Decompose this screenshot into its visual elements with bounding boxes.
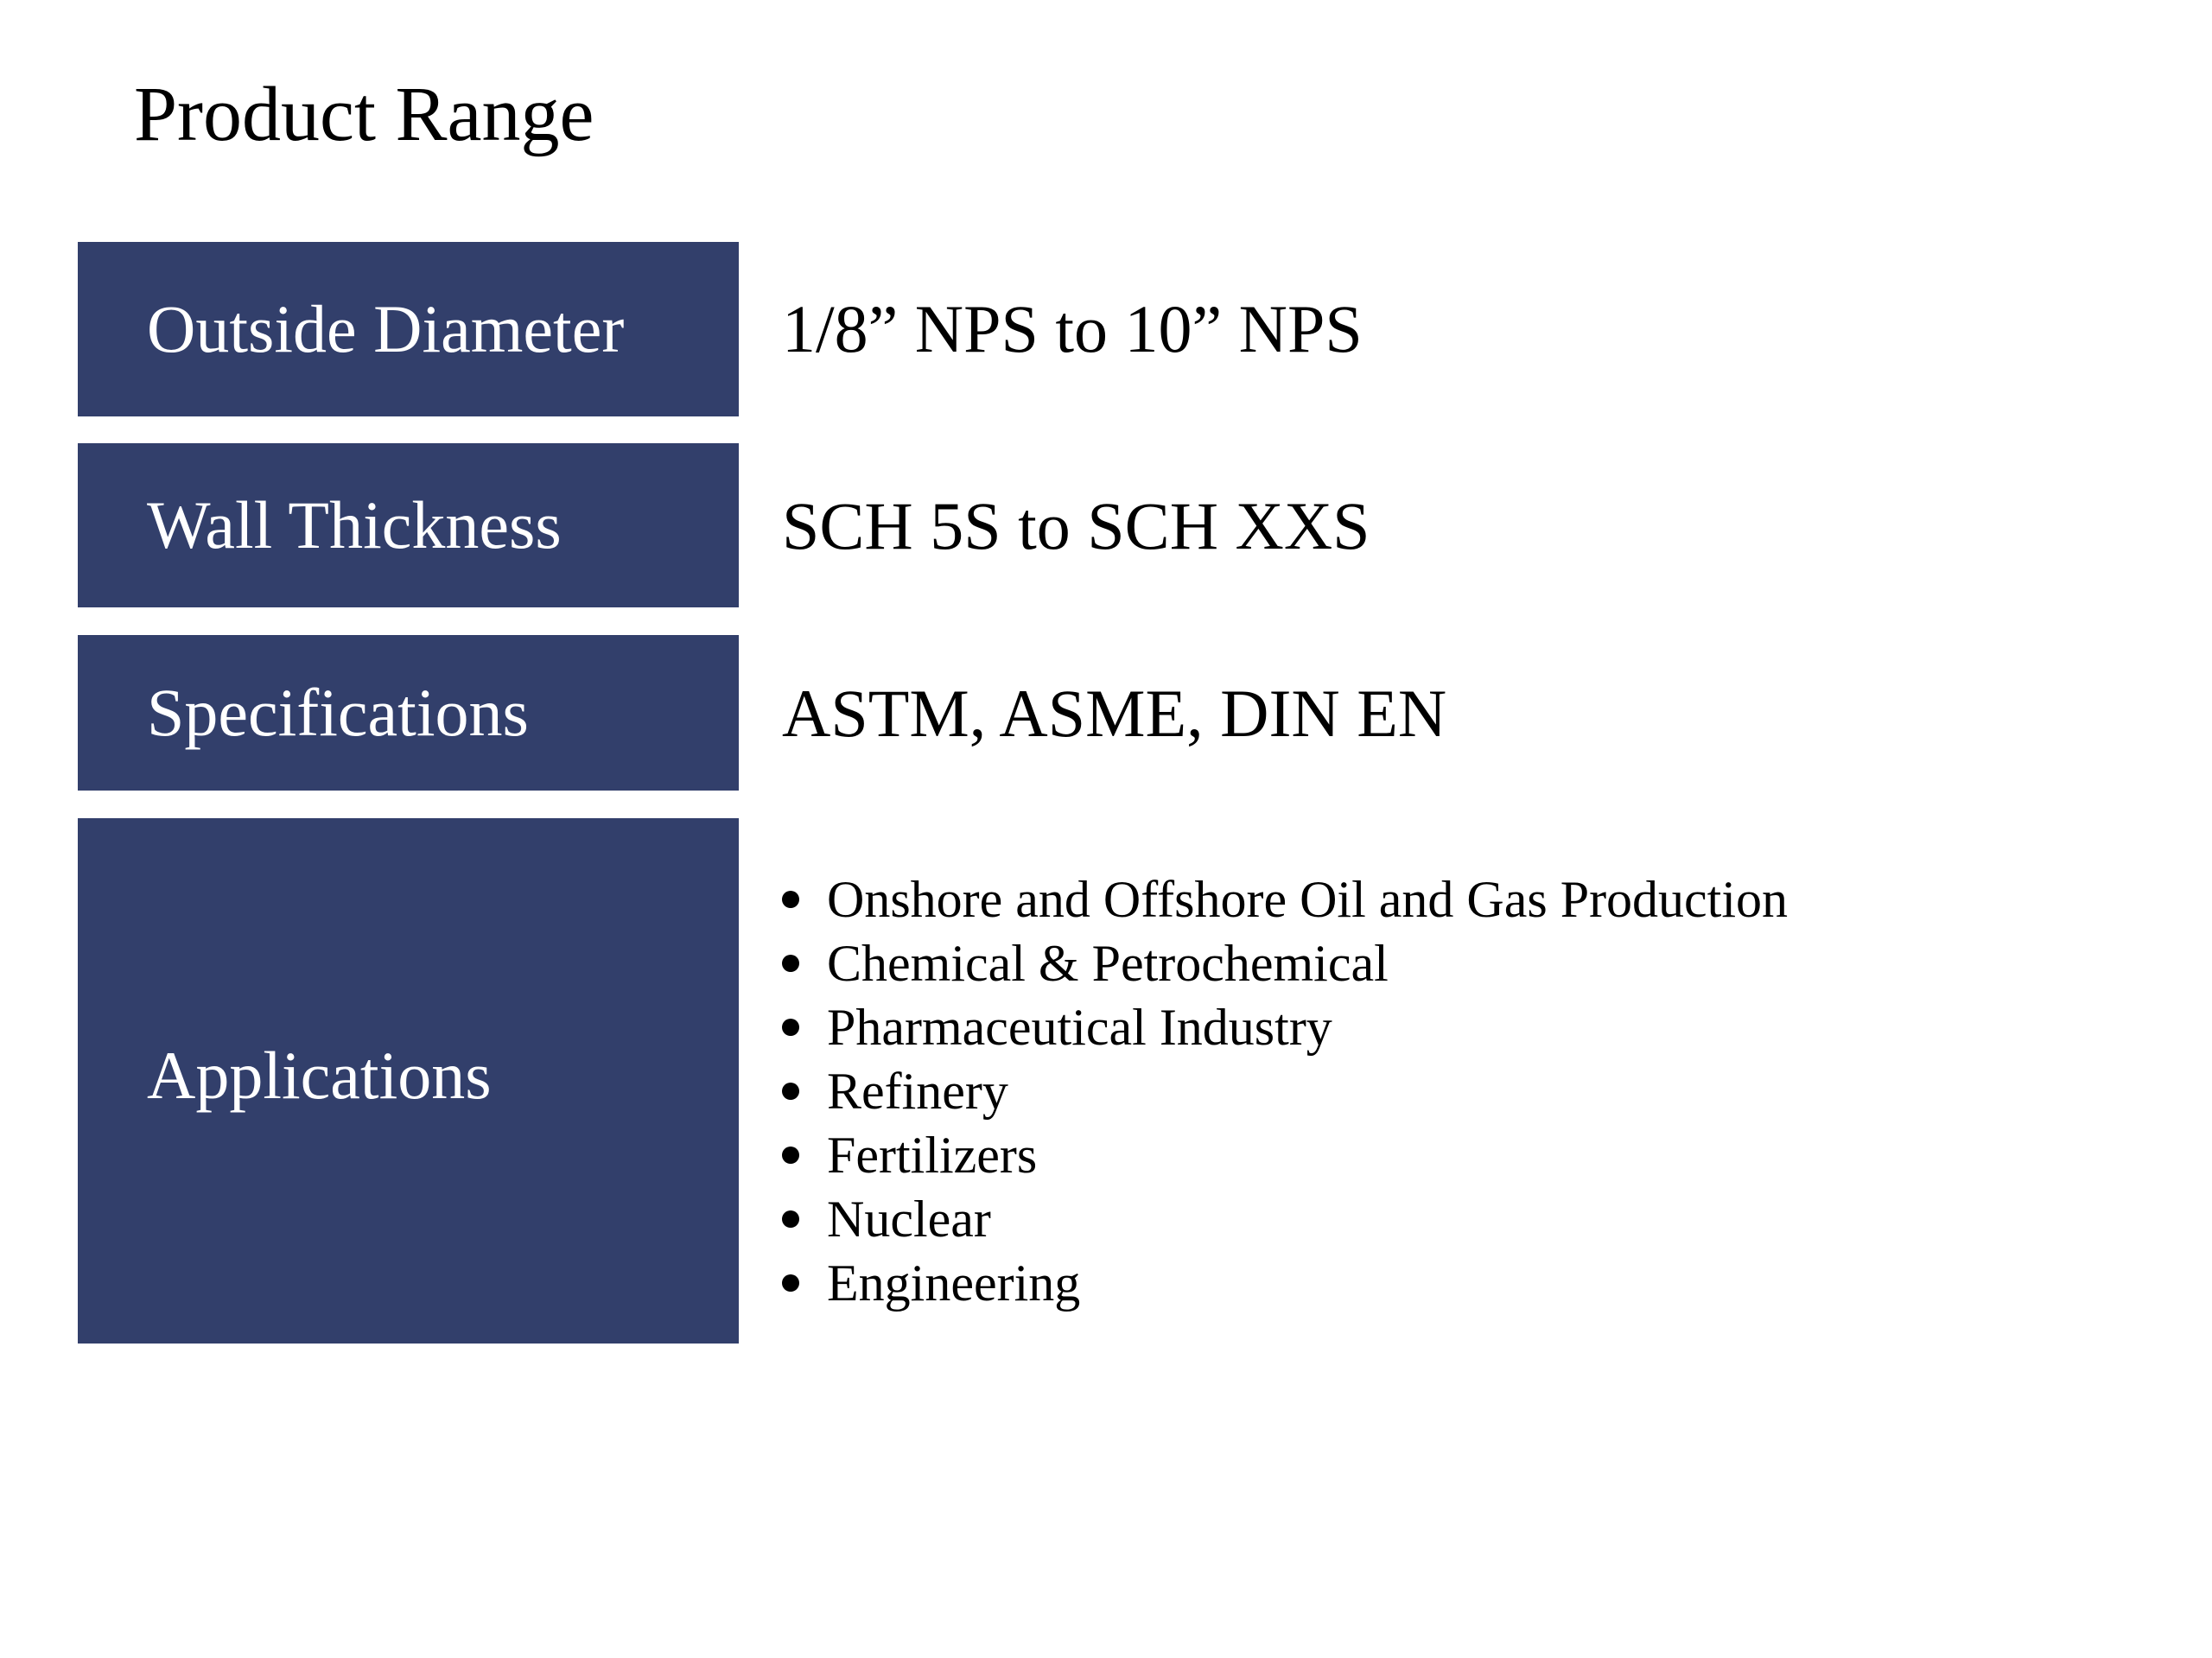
outside-diameter-value: 1/8” NPS to 10” NPS xyxy=(782,291,1363,366)
application-text: Engineering xyxy=(827,1255,1081,1312)
list-item xyxy=(782,1187,1788,1251)
application-text: Chemical & Petrochemical xyxy=(827,935,1389,992)
bullet-icon xyxy=(782,1147,799,1164)
application-text: Onshore and Offshore Oil and Gas Production xyxy=(827,871,1789,928)
applications-label: Applications xyxy=(147,1038,492,1113)
outside-diameter-label-box xyxy=(78,242,739,416)
wall-thickness-label-box xyxy=(78,443,739,607)
bullet-icon xyxy=(782,1274,799,1292)
application-text: Nuclear xyxy=(827,1191,991,1248)
list-item xyxy=(782,1059,1788,1123)
bullet-icon xyxy=(782,1083,799,1100)
specifications-value: ASTM, ASME, DIN EN xyxy=(782,676,1447,751)
wall-thickness-value: SCH 5S to SCH XXS xyxy=(782,488,1370,563)
page-title: Product Range xyxy=(134,72,594,157)
applications-label-box xyxy=(78,818,739,1344)
list-item xyxy=(782,995,1788,1059)
outside-diameter-label: Outside Diameter xyxy=(147,291,625,366)
wall-thickness-label: Wall Thickness xyxy=(147,487,562,562)
list-item xyxy=(782,1123,1788,1187)
application-text: Refinery xyxy=(827,1063,1008,1120)
list-item xyxy=(782,867,1788,931)
applications-list xyxy=(782,867,1788,1315)
specifications-label: Specifications xyxy=(147,675,529,750)
specifications-label-box xyxy=(78,635,739,791)
bullet-icon xyxy=(782,1019,799,1036)
bullet-icon xyxy=(782,1210,799,1228)
application-text: Fertilizers xyxy=(827,1127,1038,1184)
bullet-icon xyxy=(782,955,799,972)
application-text: Pharmaceutical Industry xyxy=(827,999,1332,1056)
list-item xyxy=(782,1251,1788,1315)
bullet-icon xyxy=(782,891,799,908)
list-item xyxy=(782,931,1788,995)
